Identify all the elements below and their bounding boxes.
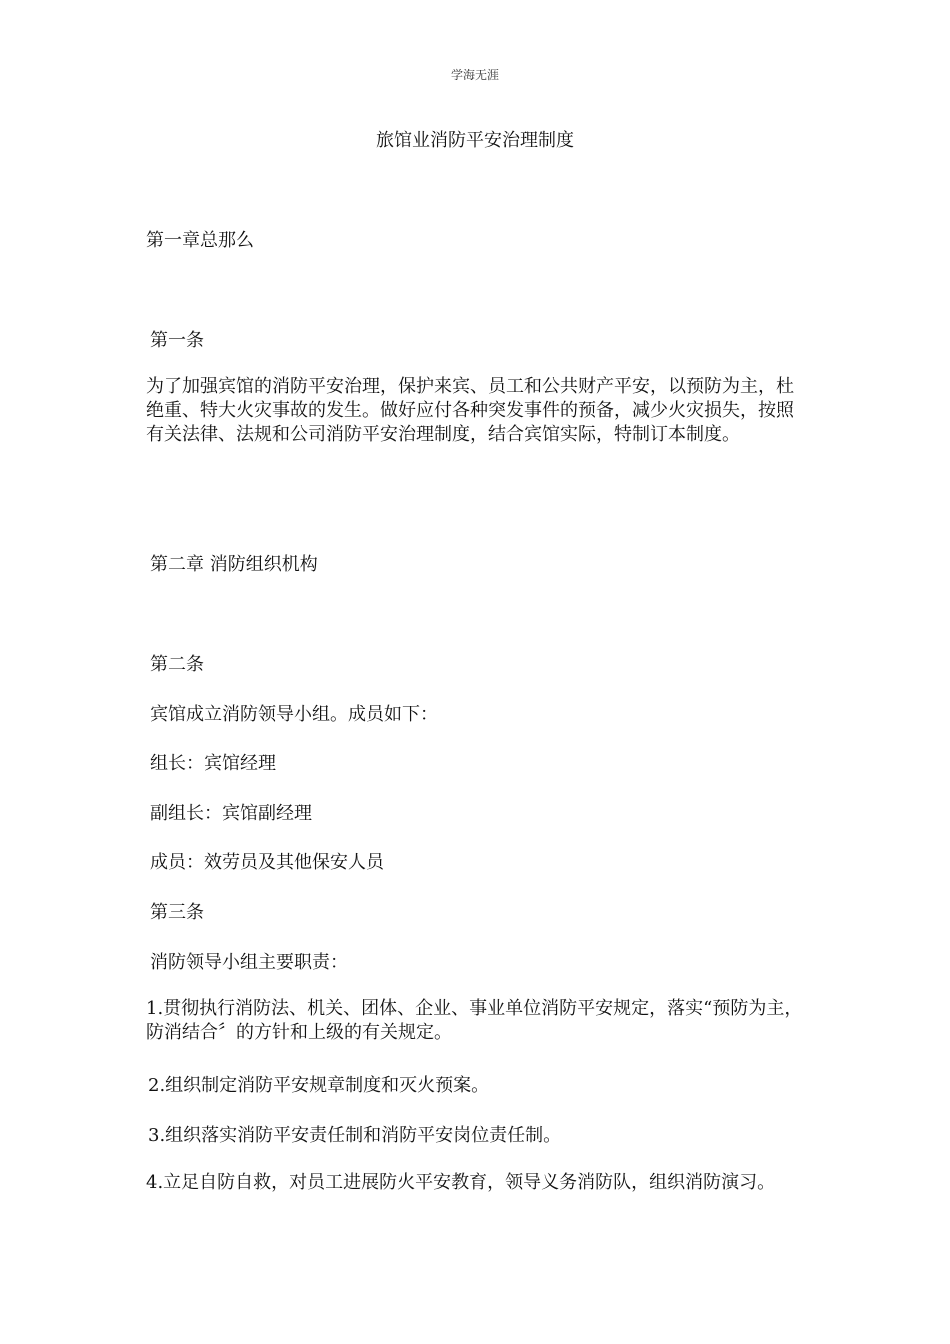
member-deputy-leader: 副组长：宾馆副经理 <box>150 803 312 824</box>
duty-item-3: 3.组织落实消防平安责任制和消防平安岗位责任制。 <box>148 1125 562 1146</box>
article-1-text: 为了加强宾馆的消防平安治理，保护来宾、员工和公共财产平安，以预防为主，杜绝重、特大火灾事故的发生。做好应付各种突发事件的预备，减少火灾损失，按照有关法律、法规和公司消防平安治理制度，结合宾馆实际，特制订本制度。 <box>146 376 794 445</box>
document-title: 旅馆业消防平安治理制度 <box>376 130 574 151</box>
chapter-1-heading: 第一章总那么 <box>146 230 254 251</box>
member-leader: 组长：宾馆经理 <box>150 753 276 774</box>
duty-item-2: 2.组织制定消防平安规章制度和灭火预案。 <box>148 1075 490 1096</box>
page-header: 学海无涯 <box>450 68 499 82</box>
duty-item-4: 4.立足自防自救，对员工进展防火平安教育，领导义务消防队，组织消防演习。 <box>146 1172 776 1193</box>
article-2-intro: 宾馆成立消防领导小组。成员如下： <box>150 704 438 725</box>
article-1-label: 第一条 <box>150 330 204 351</box>
duty-item-1: 1.贯彻执行消防法、机关、团体、企业、事业单位消防平安规定，落实“预防为主，防消结合〞的方针和上级的有关规定。 <box>146 998 803 1043</box>
article-3-intro: 消防领导小组主要职责： <box>150 952 348 973</box>
article-3-label: 第三条 <box>150 902 204 923</box>
article-2-label: 第二条 <box>150 654 204 675</box>
member-staff: 成员：效劳员及其他保安人员 <box>150 852 384 873</box>
chapter-2-heading: 第二章 消防组织机构 <box>150 554 318 575</box>
